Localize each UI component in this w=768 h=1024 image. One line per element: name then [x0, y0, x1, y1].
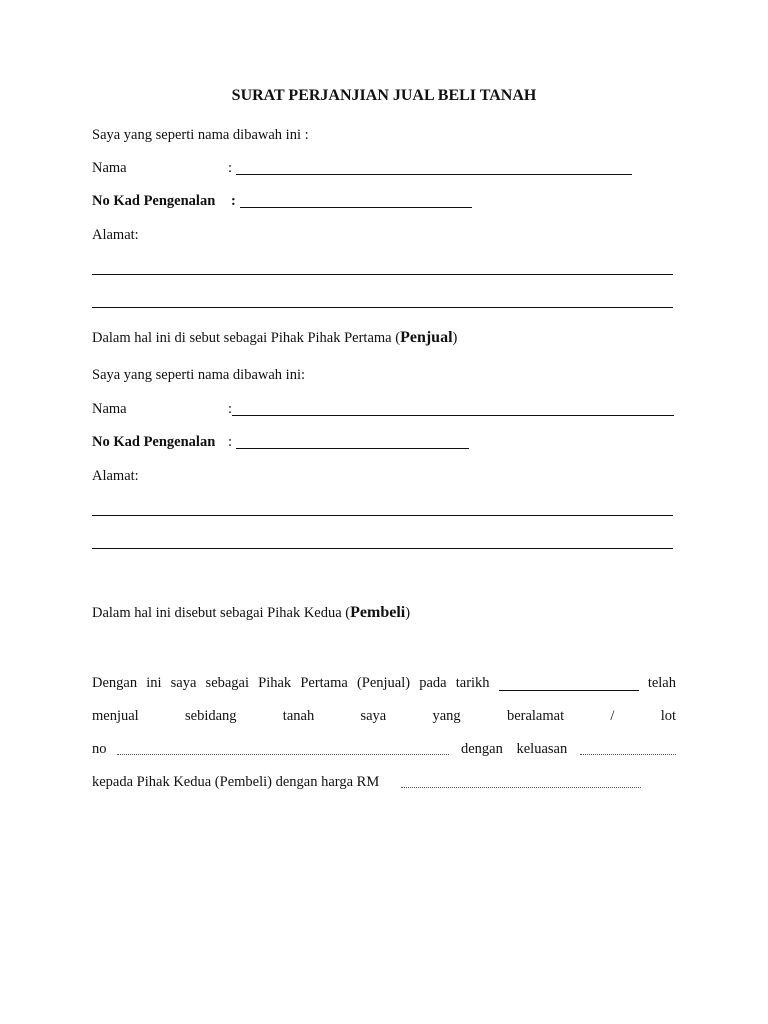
- buyer-address-line-2[interactable]: [92, 548, 673, 549]
- word: /: [610, 708, 615, 724]
- price-label: kepada Pihak Kedua (Pembeli) dengan harga RM: [92, 774, 380, 790]
- buyer-address-label: Alamat:: [92, 468, 139, 484]
- seller-ic-label: No Kad Pengenalan: [92, 193, 216, 209]
- seller-ic-field[interactable]: [240, 207, 472, 208]
- word: (Penjual): [356, 675, 411, 691]
- word: beralamat: [506, 708, 565, 724]
- word: saya: [360, 708, 387, 724]
- seller-intro: Saya yang seperti nama dibawah ini :: [92, 127, 309, 143]
- price-field[interactable]: [401, 787, 641, 788]
- word: menjual: [92, 708, 139, 724]
- word: telah: [647, 675, 676, 691]
- agreement-line-1: [92, 676, 676, 691]
- seller-designation-prefix: Dalam hal ini di sebut sebagai Pihak Pihak Pertama (: [92, 330, 401, 346]
- buyer-ic-colon: :: [228, 434, 233, 450]
- word: sebidang: [184, 708, 237, 724]
- area-field[interactable]: [580, 754, 676, 755]
- seller-address-line-1[interactable]: [92, 274, 673, 275]
- word: yang: [432, 708, 461, 724]
- word: Dengan: [92, 675, 138, 691]
- word: tarikh: [455, 675, 490, 691]
- buyer-designation: [92, 605, 410, 621]
- word: Pertama: [300, 675, 348, 691]
- buyer-name-colon: :: [228, 401, 233, 417]
- word: pada: [419, 675, 447, 691]
- word: sebagai: [205, 675, 250, 691]
- buyer-name-field[interactable]: [232, 415, 674, 416]
- area-label: dengan keluasan: [461, 741, 568, 757]
- lot-no-label: no: [92, 741, 107, 757]
- seller-name-label: Nama: [92, 160, 127, 176]
- buyer-intro: Saya yang seperti nama dibawah ini:: [92, 367, 306, 383]
- word: tanah: [282, 708, 315, 724]
- buyer-designation-prefix: Dalam hal ini disebut sebagai Pihak Kedua (: [92, 605, 351, 621]
- seller-designation-suffix: ): [452, 330, 458, 346]
- seller-role: Penjual: [400, 329, 453, 346]
- agreement-line-2: [92, 709, 676, 724]
- buyer-address-line-1[interactable]: [92, 515, 673, 516]
- lot-no-field[interactable]: [117, 754, 449, 755]
- word: Pihak: [258, 675, 292, 691]
- buyer-role: Pembeli: [350, 604, 406, 621]
- word: saya: [170, 675, 197, 691]
- buyer-ic-field[interactable]: [236, 448, 469, 449]
- seller-name-colon: :: [228, 160, 233, 176]
- word: ini: [146, 675, 162, 691]
- seller-ic-colon: :: [231, 193, 236, 209]
- seller-address-line-2[interactable]: [92, 307, 673, 308]
- buyer-name-label: Nama: [92, 401, 127, 417]
- document-title: SURAT PERJANJIAN JUAL BELI TANAH: [231, 87, 537, 104]
- word: lot: [660, 708, 676, 724]
- seller-address-label: Alamat:: [92, 227, 139, 243]
- buyer-ic-label: No Kad Pengenalan: [92, 434, 216, 450]
- seller-name-field[interactable]: [236, 174, 632, 175]
- buyer-designation-suffix: ): [405, 605, 411, 621]
- date-field[interactable]: [499, 676, 639, 691]
- seller-designation: [92, 330, 457, 346]
